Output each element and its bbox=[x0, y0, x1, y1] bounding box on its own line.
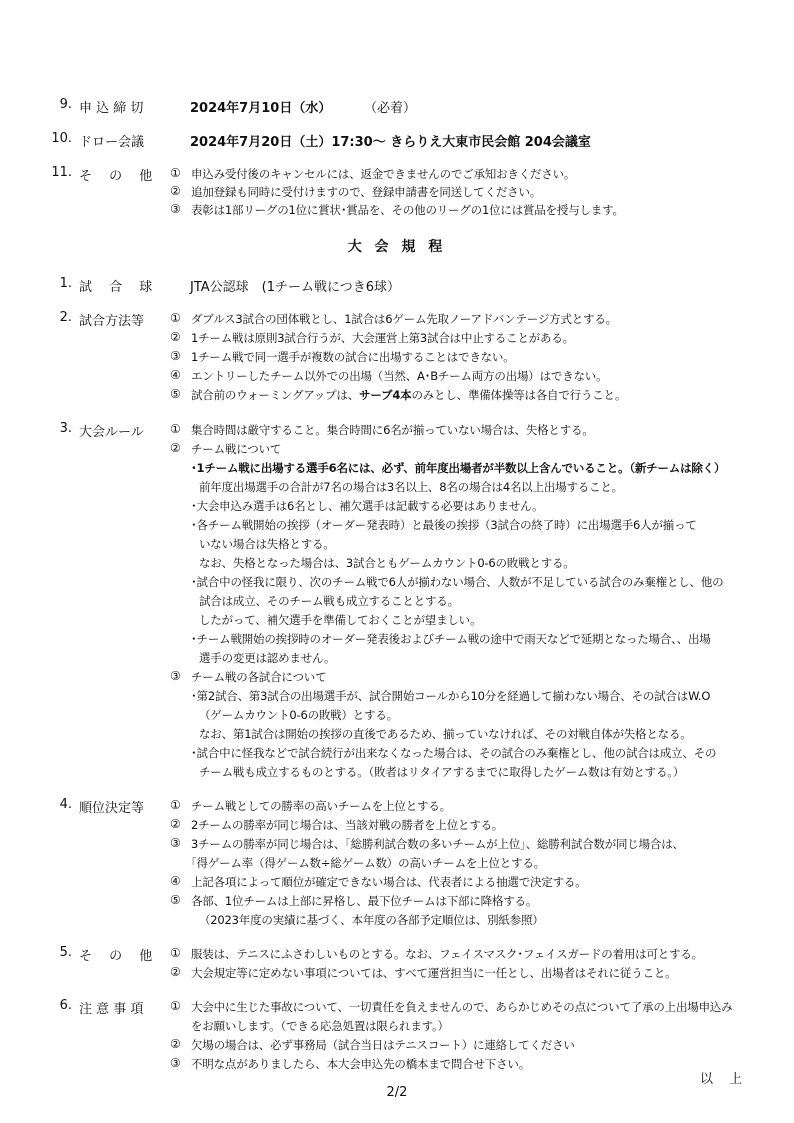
list-item: 服装は、テニスにふさわしいものとする。なお、フェイスマスク･フェイスガードの着用は可とする。 bbox=[191, 947, 703, 961]
list-item: 前年度出場選手の合計が7名の場合は3名以上、8名の場合は4名以上出場すること。 bbox=[199, 480, 623, 494]
list-item: をお願いします。（できる応急処置は限られます。） bbox=[191, 1019, 449, 1033]
list-item: エントリーしたチーム以外での出場（当然、A･Bチーム両方の出場）はできない。 bbox=[191, 369, 608, 383]
other-notes-number: 11. bbox=[51, 165, 72, 180]
list-marker: ① bbox=[170, 798, 181, 812]
list-item: ｢得ゲーム率（得ゲーム数÷総ゲーム数）の高いチームを上位とする。 bbox=[191, 856, 545, 870]
list-item: 大会中に生じた事故について、一切責任を負えませんので、あらかじめその点について了承の上出場申込み bbox=[191, 1000, 733, 1014]
list-marker: ① bbox=[170, 166, 181, 180]
list-item: なお、失格となった場合は、3試合ともゲームカウント0-6の敗戦とする。 bbox=[199, 556, 575, 570]
list-marker: ② bbox=[170, 1037, 181, 1051]
list-item: ダブルス3試合の団体戦とし、1試合は6ゲーム先取ノーアドバンテージ方式とする。 bbox=[191, 312, 617, 326]
list-marker: ③ bbox=[170, 669, 181, 683]
list-item: 欠場の場合は、必ず事務局（試合当日はテニスコート）に連絡してください bbox=[191, 1038, 575, 1052]
list-item: 大会規定等に定めない事項については、すべて運営担当に一任とし、出場者はそれに従うこと。 bbox=[191, 966, 677, 980]
page-number: 2/2 bbox=[386, 1085, 408, 1100]
list-item: 1チーム戦は原則3試合行うが、大会運営上第3試合は中止することがある。 bbox=[191, 331, 574, 345]
tournament-rules-heading: 大 会 規 程 bbox=[347, 239, 447, 255]
list-marker: ② bbox=[170, 817, 181, 831]
closing-mark: 以 上 bbox=[700, 1072, 749, 1087]
list-item: ･各チーム戦開始の挨拶（オーダー発表時）と最後の挨拶（3試合の終了時）に出場選手6人が揃って bbox=[191, 518, 697, 532]
deadline-note: （必着） bbox=[364, 101, 417, 116]
list-marker: ④ bbox=[170, 368, 181, 382]
list-item: 追加登録も同時に受付けますので、登録申請書を同送してください。 bbox=[191, 185, 542, 199]
rule-label: 注 意 事 項 bbox=[79, 1002, 144, 1017]
list-item: ･大会申込み選手は6名とし、補欠選手は記載する必要はありません。 bbox=[191, 499, 544, 513]
list-marker: ③ bbox=[170, 1056, 181, 1070]
deadline-number: 9. bbox=[59, 97, 72, 112]
list-item-text: 試合前のウォーミングアップは、 bbox=[191, 388, 360, 402]
deadline-label: 申 込 締 切 bbox=[79, 101, 144, 116]
list-item: 表彰は1部リーグの1位に賞状･賞品を、その他のリーグの1位には賞品を授与します。 bbox=[191, 203, 624, 217]
list-marker: ② bbox=[170, 184, 181, 198]
rule-number: 2. bbox=[59, 310, 72, 325]
list-item: なお、第1試合は開始の挨拶の直後であるため、揃っていなければ、その対戦自体が失格となる。 bbox=[199, 727, 692, 741]
rule-label: 順位決定等 bbox=[79, 801, 145, 816]
list-marker: ④ bbox=[170, 874, 181, 888]
list-item: チーム戦について bbox=[191, 442, 282, 456]
list-item-emphasis: サーブ4本 bbox=[359, 388, 412, 402]
list-item: したがって、補欠選手を準備しておくことが望ましい。 bbox=[199, 613, 482, 627]
list-item: ･チーム戦開始の挨拶時のオーダー発表後およびチーム戦の途中で雨天などで延期となった場合、、出場 bbox=[191, 632, 711, 646]
list-item-text: のみとし、準備体操等は各自で行うこと。 bbox=[411, 388, 627, 402]
list-item: 1チーム戦で同一選手が複数の試合に出場することはできない。 bbox=[191, 350, 515, 364]
rule-label: 試合方法等 bbox=[79, 314, 145, 329]
list-item: （2023年度の実績に基づく、本年度の各部予定順位は、別紙参照） bbox=[199, 913, 544, 927]
list-marker: ③ bbox=[170, 836, 181, 850]
list-item: ･試合中の怪我に限り、次のチーム戦で6人が揃わない場合、人数が不足している試合のみ棄権とし、他の bbox=[191, 575, 724, 589]
rule-label: そ の 他 bbox=[79, 949, 153, 964]
rule-number: 4. bbox=[59, 797, 72, 812]
list-marker: ③ bbox=[170, 202, 181, 216]
deadline-value: 2024年7月10日（水） bbox=[190, 101, 332, 116]
other-notes-label: そ の 他 bbox=[79, 169, 153, 184]
list-item: ･試合中に怪我などで試合続行が出来なくなった場合は、その試合のみ棄権とし、他の試合は成立、その bbox=[191, 746, 717, 760]
draw-meeting-value: 2024年7月20日（土）17:30～ きらりえ大東市民会館 204会議室 bbox=[190, 135, 591, 150]
list-marker: ② bbox=[170, 330, 181, 344]
list-item: 選手の変更は認めません。 bbox=[199, 651, 336, 665]
list-marker: ① bbox=[170, 422, 181, 436]
list-marker: ③ bbox=[170, 349, 181, 363]
list-item: 各部、1位チームは上部に昇格し、最下位チームは下部に降格する。 bbox=[191, 894, 538, 908]
rule-label: 試 合 球 bbox=[79, 280, 153, 295]
list-item: チーム戦としての勝率の高いチームを上位とする。 bbox=[191, 799, 451, 813]
list-item: 試合は成立、そのチーム戦も成立することとする。 bbox=[199, 594, 459, 608]
list-item: ･第2試合、第3試合の出場選手が、試合開始コールから10分を経過して揃わない場合、その試合はW.O bbox=[191, 689, 711, 703]
draw-meeting-number: 10. bbox=[51, 131, 72, 146]
rule-label: 大会ルール bbox=[79, 425, 144, 440]
rule-number: 3. bbox=[59, 421, 72, 436]
list-item: 上記各項によって順位が確定できない場合は、代表者による抽選で決定する。 bbox=[191, 875, 587, 889]
list-item: 集合時間は厳守すること。集合時間に6名が揃っていない場合は、失格とする。 bbox=[191, 423, 594, 437]
list-item bbox=[191, 387, 626, 403]
rule-number: 1. bbox=[59, 276, 72, 291]
list-marker: ② bbox=[170, 965, 181, 979]
list-item: 不明な点がありましたら、本大会申込先の橋本まで問合せ下さい。 bbox=[191, 1057, 530, 1071]
list-item: 2チームの勝率が同じ場合は、当該対戦の勝者を上位とする。 bbox=[191, 818, 504, 832]
draw-meeting-label: ドロー会議 bbox=[79, 135, 145, 150]
list-item: 3チームの勝率が同じ場合は、｢総勝利試合数の多いチームが上位｣、総勝利試合数が同じ場合は、 bbox=[191, 837, 684, 851]
list-marker: ⑤ bbox=[170, 387, 181, 401]
list-marker: ① bbox=[170, 946, 181, 960]
list-item: チーム戦の各試合について bbox=[191, 670, 327, 684]
list-marker: ⑤ bbox=[170, 893, 181, 907]
list-marker: ② bbox=[170, 441, 181, 455]
list-item: （ゲームカウント0-6の敗戦）とする。 bbox=[199, 708, 398, 722]
list-item: チーム戦も成立するものとする。（敗者はリタイアするまでに取得したゲーム数は有効とする。） bbox=[199, 765, 685, 779]
list-item: いない場合は失格とする。 bbox=[199, 537, 335, 551]
list-marker: ① bbox=[170, 311, 181, 325]
list-item: 申込み受付後のキャンセルには、返金できませんのでご承知おきください。 bbox=[191, 167, 576, 181]
rule-value: JTA公認球 (1チーム戦につき6球） bbox=[190, 280, 401, 295]
rule-number: 5. bbox=[59, 945, 72, 960]
list-marker: ① bbox=[170, 999, 181, 1013]
list-item: ･1チーム戦に出場する選手6名には、必ず、前年度出場者が半数以上含んでいること。（新チームは除く） bbox=[191, 461, 726, 475]
rule-number: 6. bbox=[59, 998, 72, 1013]
